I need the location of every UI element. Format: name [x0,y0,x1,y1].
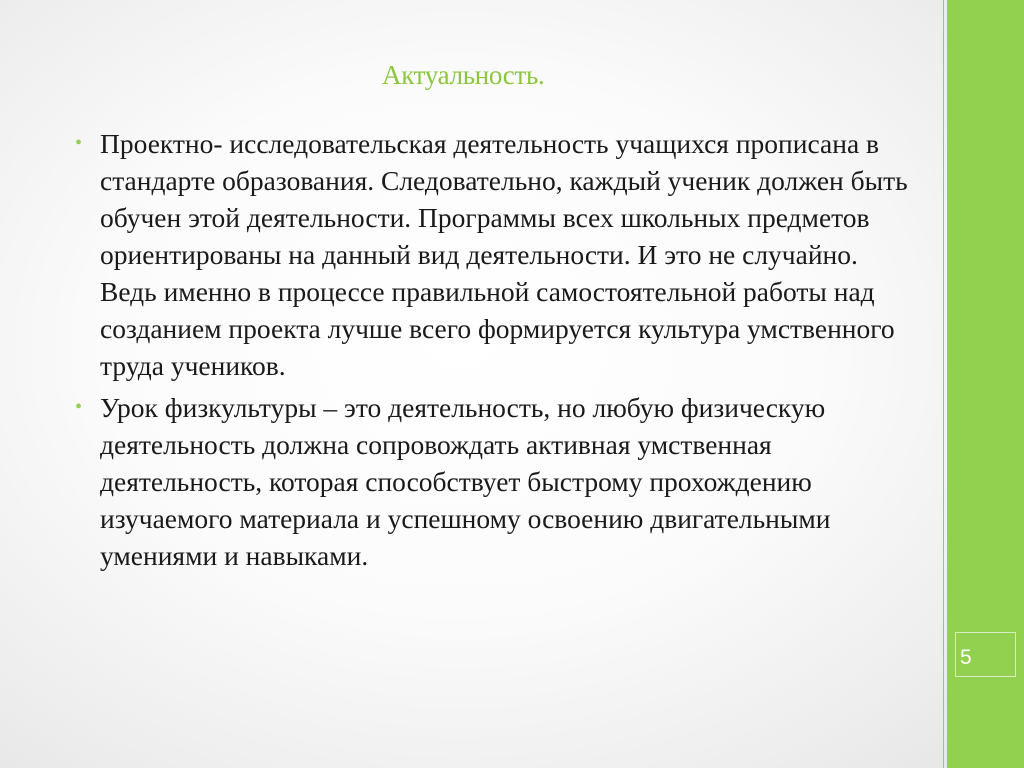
accent-divider-line [943,0,944,768]
bullet-item [70,389,910,574]
slide-number [955,632,1016,677]
bullet-text: Урок физкультуры – это деятельность, но любую физическую деятельность должна сопровождать активная умственная деятельность, которая способствует быстрому прохождению изучаемого материала и успешному освоению двигательными умениями и навыками. [100,392,831,571]
bullet-dot-icon: • [75,396,83,418]
bullet-dot-icon: • [75,132,83,154]
slide-title: Актуальность. [382,60,545,90]
bullet-list [70,125,910,579]
bullet-item [70,125,910,384]
bullet-text: Проектно- исследовательская деятельность учащихся прописана в стандарте образования. Следовательно, каждый ученик должен быть обучен этой деятельности. Программы всех школьных предметов ориентированы на данный вид деятельности. И это не случайно. Ведь именно в процессе правильной самостоятельной работы над созданием проекта лучше всего формируется культура умственного труда учеников. [100,128,908,381]
slide-number-label: 5 [960,646,972,669]
